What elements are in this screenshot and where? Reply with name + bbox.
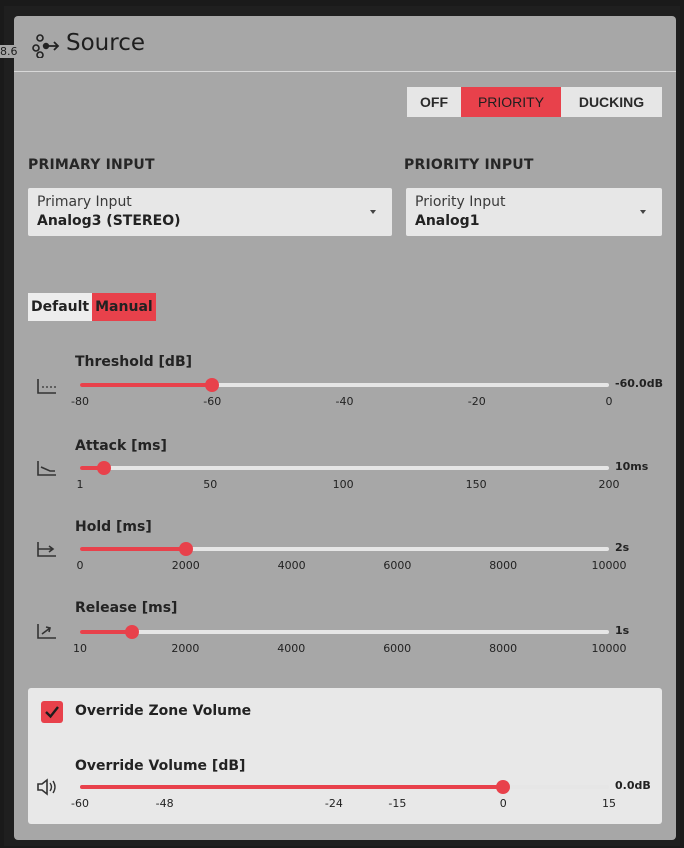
tick-label: 8000 xyxy=(489,559,518,572)
checkmark-icon xyxy=(41,701,63,723)
tick-label: -20 xyxy=(467,395,486,408)
slider-ticks xyxy=(71,797,616,811)
slider-readout: -60.0dB xyxy=(615,377,663,390)
tick-label: 6000 xyxy=(383,642,412,655)
slider-fill xyxy=(80,785,503,789)
slider-readout: 1s xyxy=(615,624,630,637)
tick-label: 15 xyxy=(602,797,616,810)
hold-icon xyxy=(36,540,58,558)
slider-thumb[interactable] xyxy=(97,461,111,475)
chevron-down-icon xyxy=(370,210,376,214)
tick-label: 1 xyxy=(76,478,84,491)
slider-readout: 0.0dB xyxy=(615,779,651,792)
tick-label: 200 xyxy=(598,478,620,491)
slider-ticks xyxy=(73,642,627,656)
attack-icon xyxy=(36,459,58,477)
tick-label: 0 xyxy=(499,797,507,810)
source-icon xyxy=(32,34,60,58)
tick-label: -48 xyxy=(155,797,174,810)
tick-label: 0 xyxy=(76,559,84,572)
priority-input-select[interactable] xyxy=(406,188,662,236)
slider-label: Hold [ms] xyxy=(75,519,152,535)
preset-manual-button[interactable]: Manual xyxy=(92,293,156,321)
mode-toggle xyxy=(407,87,662,117)
slider-label: Threshold [dB] xyxy=(75,354,193,370)
slider-fill xyxy=(80,383,212,387)
tick-label: -60 xyxy=(71,797,89,810)
tick-label: 4000 xyxy=(277,642,306,655)
slider-thumb[interactable] xyxy=(179,542,193,556)
tick-label: 50 xyxy=(203,478,218,491)
tick-label: 100 xyxy=(332,478,354,491)
header-divider xyxy=(14,71,676,72)
slider-track[interactable] xyxy=(80,785,609,789)
tick-label: 0 xyxy=(605,395,613,408)
primary-input-value: Analog3 (STEREO) xyxy=(37,213,181,229)
slider-fill xyxy=(80,547,186,551)
mode-priority-button[interactable]: PRIORITY xyxy=(461,87,561,117)
tick-label: 8000 xyxy=(489,642,518,655)
release-icon xyxy=(36,622,58,640)
tick-label: 10000 xyxy=(591,559,627,572)
tick-label: 6000 xyxy=(383,559,412,572)
tick-label: 2000 xyxy=(171,642,200,655)
tick-label: -60 xyxy=(203,395,222,408)
override-zone-volume-label: Override Zone Volume xyxy=(75,703,252,719)
preset-default-button[interactable]: Default xyxy=(28,293,92,321)
tick-label: -15 xyxy=(388,797,407,810)
slider-track[interactable] xyxy=(80,547,609,551)
slider-ticks xyxy=(76,559,627,573)
slider-ticks xyxy=(71,395,613,409)
mode-ducking-button[interactable]: DUCKING xyxy=(561,87,662,117)
tick-label: 10 xyxy=(73,642,87,655)
slider-ticks xyxy=(76,478,620,492)
slider-track[interactable] xyxy=(80,630,609,634)
slider-readout: 10ms xyxy=(615,460,649,473)
slider-label: Attack [ms] xyxy=(75,438,167,454)
mode-off-button[interactable]: OFF xyxy=(407,87,461,117)
slider-label: Override Volume [dB] xyxy=(75,758,246,774)
speaker-icon xyxy=(36,778,58,796)
page-title: Source xyxy=(66,30,145,56)
primary-input-select[interactable] xyxy=(28,188,392,236)
tick-label: -80 xyxy=(71,395,89,408)
primary-input-heading: PRIMARY INPUT xyxy=(28,157,155,173)
priority-input-heading: PRIORITY INPUT xyxy=(404,157,534,173)
slider-label: Release [ms] xyxy=(75,600,178,616)
threshold-icon xyxy=(36,377,58,395)
tick-label: 150 xyxy=(465,478,487,491)
corner-number: 8.6 xyxy=(0,45,18,58)
priority-input-label: Priority Input xyxy=(415,194,506,210)
preset-toggle xyxy=(28,293,156,321)
tick-label: -40 xyxy=(335,395,354,408)
slider-track[interactable] xyxy=(80,383,609,387)
primary-input-label: Primary Input xyxy=(37,194,132,210)
slider-readout: 2s xyxy=(615,541,630,554)
tick-label: 4000 xyxy=(277,559,306,572)
tick-label: 2000 xyxy=(171,559,200,572)
priority-input-value: Analog1 xyxy=(415,213,480,229)
tick-label: 10000 xyxy=(591,642,627,655)
override-zone-volume-checkbox[interactable] xyxy=(41,701,63,723)
panel-header xyxy=(14,16,676,72)
tick-label: -24 xyxy=(324,797,343,810)
slider-track[interactable] xyxy=(80,466,609,470)
chevron-down-icon xyxy=(640,210,646,214)
